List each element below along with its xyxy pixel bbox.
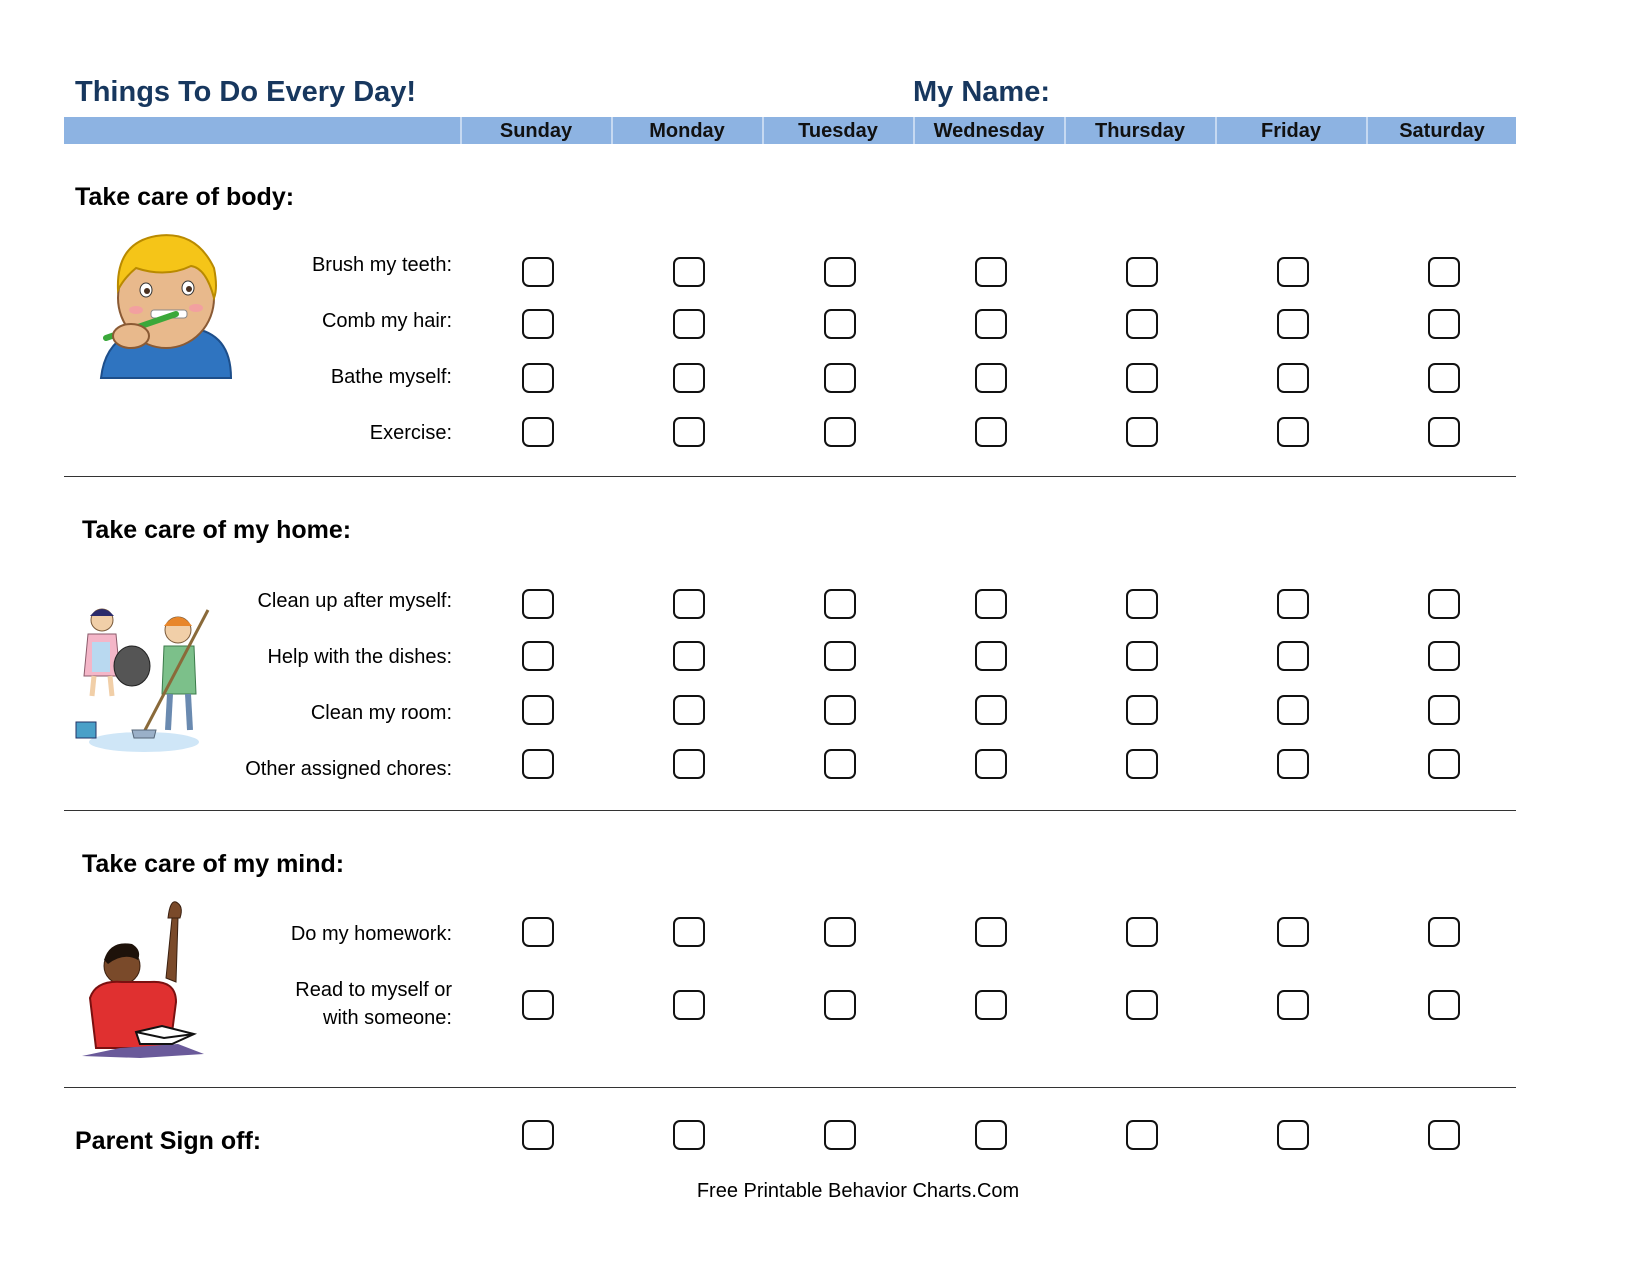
task-label: Do my homework: <box>290 923 452 945</box>
checkbox-saturday[interactable] <box>1428 695 1460 725</box>
task-label: Help with the dishes: <box>267 646 452 668</box>
task-label: Brush my teeth: <box>311 254 452 276</box>
checkbox-friday[interactable] <box>1277 749 1309 779</box>
day-header-sunday: Sunday <box>499 120 573 142</box>
checkbox-tuesday[interactable] <box>824 1120 856 1150</box>
checkbox-tuesday[interactable] <box>824 363 856 393</box>
task-label: Exercise: <box>369 422 452 444</box>
task-label: Bathe myself: <box>330 366 452 388</box>
checkbox-wednesday[interactable] <box>975 363 1007 393</box>
checkbox-tuesday[interactable] <box>824 309 856 339</box>
checkbox-sunday[interactable] <box>522 917 554 947</box>
checkbox-wednesday[interactable] <box>975 309 1007 339</box>
checkbox-sunday[interactable] <box>522 990 554 1020</box>
checkbox-thursday[interactable] <box>1126 363 1158 393</box>
checkbox-tuesday[interactable] <box>824 417 856 447</box>
day-header-tuesday: Tuesday <box>798 120 878 142</box>
day-header-thursday: Thursday <box>1094 120 1186 142</box>
task-label: Clean up after myself: <box>257 590 452 612</box>
checkbox-tuesday[interactable] <box>824 641 856 671</box>
checkbox-monday[interactable] <box>673 917 705 947</box>
checkbox-friday[interactable] <box>1277 363 1309 393</box>
checkbox-wednesday[interactable] <box>975 990 1007 1020</box>
checkbox-wednesday[interactable] <box>975 641 1007 671</box>
checkbox-thursday[interactable] <box>1126 309 1158 339</box>
task-label: Comb my hair: <box>321 310 452 332</box>
checkbox-monday[interactable] <box>673 309 705 339</box>
checkbox-tuesday[interactable] <box>824 695 856 725</box>
checkbox-friday[interactable] <box>1277 695 1309 725</box>
parent-signoff-label: Parent Sign off: <box>75 1127 262 1155</box>
section-title-mind: Take care of my mind: <box>82 850 345 878</box>
checkbox-saturday[interactable] <box>1428 749 1460 779</box>
checkbox-tuesday[interactable] <box>824 990 856 1020</box>
section-title-body: Take care of body: <box>75 183 295 211</box>
checkbox-saturday[interactable] <box>1428 641 1460 671</box>
page-title: Things To Do Every Day! <box>75 76 417 108</box>
checkbox-saturday[interactable] <box>1428 1120 1460 1150</box>
checkbox-sunday[interactable] <box>522 309 554 339</box>
checkbox-saturday[interactable] <box>1428 417 1460 447</box>
checkbox-thursday[interactable] <box>1126 917 1158 947</box>
checkbox-saturday[interactable] <box>1428 589 1460 619</box>
checkbox-tuesday[interactable] <box>824 257 856 287</box>
checkbox-friday[interactable] <box>1277 641 1309 671</box>
boy-raising-hand-illustration <box>80 898 206 1058</box>
checkbox-sunday[interactable] <box>522 641 554 671</box>
checkbox-friday[interactable] <box>1277 257 1309 287</box>
checkbox-saturday[interactable] <box>1428 990 1460 1020</box>
checkbox-sunday[interactable] <box>522 589 554 619</box>
section-divider <box>64 476 1516 477</box>
checkbox-tuesday[interactable] <box>824 749 856 779</box>
section-divider <box>64 810 1516 811</box>
task-label: with someone: <box>323 1007 452 1029</box>
checkbox-friday[interactable] <box>1277 589 1309 619</box>
checkbox-thursday[interactable] <box>1126 641 1158 671</box>
checkbox-friday[interactable] <box>1277 990 1309 1020</box>
checkbox-sunday[interactable] <box>522 257 554 287</box>
checkbox-friday[interactable] <box>1277 917 1309 947</box>
checkbox-sunday[interactable] <box>522 417 554 447</box>
checkbox-friday[interactable] <box>1277 309 1309 339</box>
checkbox-saturday[interactable] <box>1428 257 1460 287</box>
checkbox-thursday[interactable] <box>1126 417 1158 447</box>
day-header-wednesday: Wednesday <box>933 120 1045 142</box>
checkbox-thursday[interactable] <box>1126 257 1158 287</box>
checkbox-monday[interactable] <box>673 257 705 287</box>
checkbox-thursday[interactable] <box>1126 990 1158 1020</box>
checkbox-wednesday[interactable] <box>975 749 1007 779</box>
checkbox-sunday[interactable] <box>522 1120 554 1150</box>
task-label: Other assigned chores: <box>245 758 452 780</box>
task-label: Read to myself or <box>295 979 452 1001</box>
section-title-home: Take care of my home: <box>82 516 352 544</box>
day-header-friday: Friday <box>1260 120 1322 142</box>
footer-text: Free Printable Behavior Charts.Com <box>696 1180 1020 1202</box>
day-header-bar <box>64 117 1516 144</box>
checkbox-wednesday[interactable] <box>975 695 1007 725</box>
checkbox-saturday[interactable] <box>1428 309 1460 339</box>
checkbox-monday[interactable] <box>673 589 705 619</box>
checkbox-monday[interactable] <box>673 1120 705 1150</box>
checkbox-thursday[interactable] <box>1126 695 1158 725</box>
checkbox-saturday[interactable] <box>1428 917 1460 947</box>
checkbox-monday[interactable] <box>673 990 705 1020</box>
checkbox-monday[interactable] <box>673 749 705 779</box>
kids-cleaning-illustration <box>74 604 216 756</box>
checkbox-thursday[interactable] <box>1126 589 1158 619</box>
checkbox-friday[interactable] <box>1277 1120 1309 1150</box>
checkbox-monday[interactable] <box>673 695 705 725</box>
checkbox-tuesday[interactable] <box>824 589 856 619</box>
checkbox-wednesday[interactable] <box>975 1120 1007 1150</box>
checkbox-wednesday[interactable] <box>975 257 1007 287</box>
section-divider <box>64 1087 1516 1088</box>
boy-brushing-teeth-illustration <box>96 228 236 388</box>
task-label: Clean my room: <box>310 702 452 724</box>
checkbox-thursday[interactable] <box>1126 1120 1158 1150</box>
checkbox-wednesday[interactable] <box>975 917 1007 947</box>
checkbox-monday[interactable] <box>673 641 705 671</box>
checkbox-friday[interactable] <box>1277 417 1309 447</box>
checkbox-tuesday[interactable] <box>824 917 856 947</box>
name-label: My Name: <box>913 76 1050 108</box>
checkbox-sunday[interactable] <box>522 749 554 779</box>
checkbox-wednesday[interactable] <box>975 589 1007 619</box>
checkbox-sunday[interactable] <box>522 695 554 725</box>
checkbox-monday[interactable] <box>673 417 705 447</box>
day-header-monday: Monday <box>649 120 725 142</box>
checkbox-sunday[interactable] <box>522 363 554 393</box>
checkbox-thursday[interactable] <box>1126 749 1158 779</box>
day-header-saturday: Saturday <box>1399 120 1485 142</box>
checkbox-saturday[interactable] <box>1428 363 1460 393</box>
checkbox-monday[interactable] <box>673 363 705 393</box>
checkbox-wednesday[interactable] <box>975 417 1007 447</box>
